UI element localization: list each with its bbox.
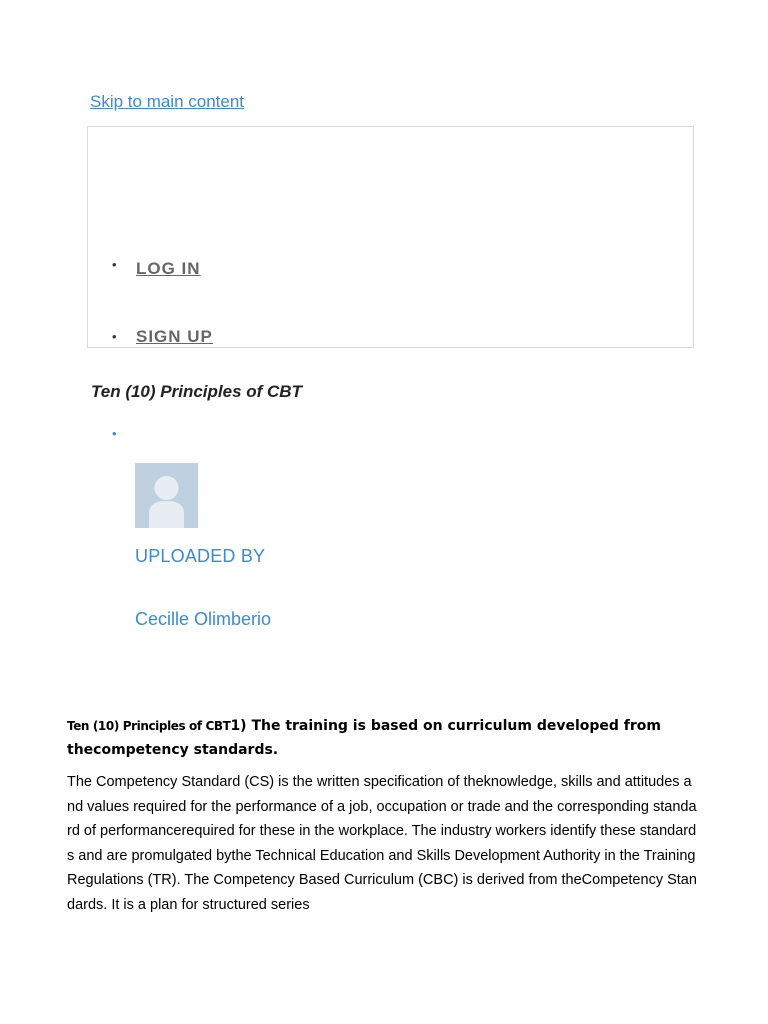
signup-link[interactable]: SIGN UP <box>136 327 213 346</box>
uploaded-by-label: UPLOADED BY <box>135 546 266 566</box>
document-title: Ten (10) Principles of CBT <box>91 382 302 401</box>
uploader-avatar[interactable] <box>135 463 198 528</box>
document-body-text: The Competency Standard (CS) is the written specification of theknowledge, skills and attitudes and values required for the performance of a job, occupation or trade and the corresponding standard of performancerequired for these in the workplace. The industry workers identify these standards and are promulgated bythe Technical Education and Skills Development Authority in the TrainingRegulations (TR). The Competency Based Curriculum (CBC) is derived from theCompetency Standards. It is a plan for structured series <box>67 774 697 913</box>
list-bullet: • <box>112 257 117 272</box>
heading-lead: Ten (10) Principles of CBT <box>67 719 231 733</box>
list-bullet: • <box>112 426 117 441</box>
account-nav-box <box>87 126 694 348</box>
principle-heading <box>67 714 707 762</box>
uploader-name-link[interactable]: Cecille Olimberio <box>135 609 272 629</box>
skip-to-main-content-link[interactable]: Skip to main content <box>90 92 245 111</box>
login-link[interactable]: LOG IN <box>136 259 201 278</box>
heading-rest: 1) The training is based on curriculum developed from thecompetency standards. <box>67 718 661 758</box>
default-user-avatar-icon <box>135 463 198 528</box>
list-bullet: • <box>112 329 117 344</box>
